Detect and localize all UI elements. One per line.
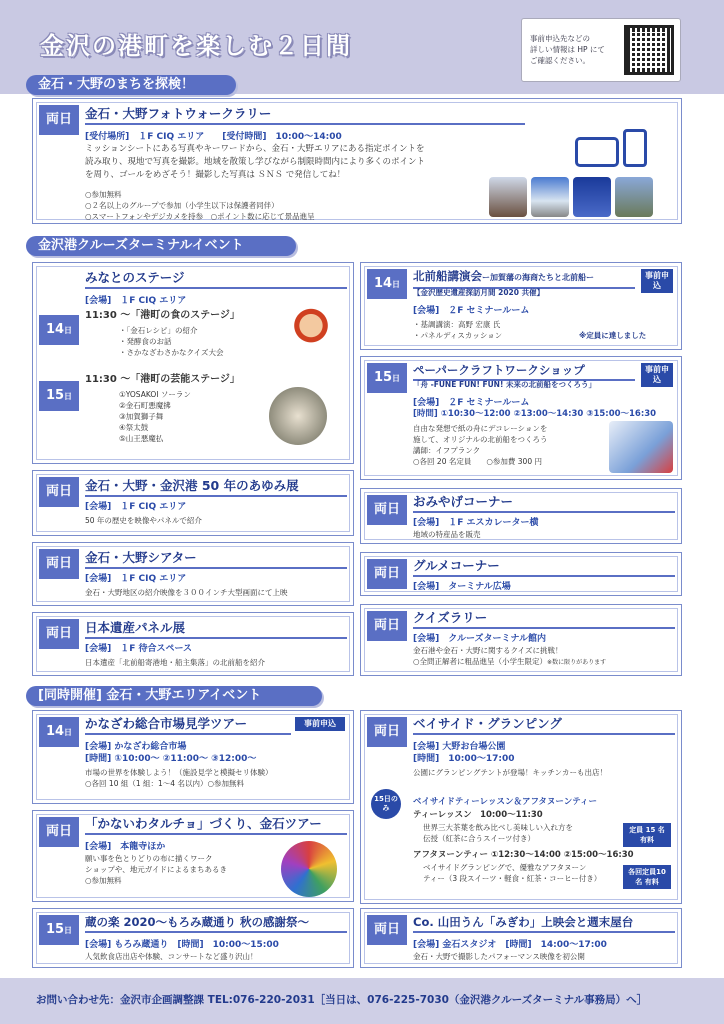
description [85,853,275,886]
desc-line: 施して、オリジナルの北前船をつくろう [413,435,548,444]
venue: [会場] １F 待合スペース [85,644,193,654]
desc-line: ○各回 10 組（1 組：1～4 名以内）○参加無料 [85,779,244,788]
desc-line: 金石港や金石・大野に関するクイズに挑戦！ [413,646,563,655]
glamping-card [360,710,682,904]
card-title: 金石・大野シアター [85,549,347,569]
description [85,767,347,789]
full-notice: ※定員に達しました [579,331,647,340]
souvenir-card [360,488,682,544]
card-title: 北前船講演会ー加賀藩の海商たちと北前船ー [413,267,635,289]
night-sky-photo [573,177,611,217]
description [413,645,675,668]
section-heading-exploration: 金石・大野のまちを探検！ [26,75,236,95]
desc-line: 自由な発想で紙の舟にデコレーションを [413,424,548,433]
venue: [会場] ターミナル広場 [413,582,511,592]
stage-15-list [119,389,269,444]
day-badge: 両日 [39,817,79,847]
venue: [会場] かなざわ総合市場 [85,742,187,752]
day-15-only-tag: 15日のみ [371,789,401,819]
pre-registration-badge: 事前申込 [641,363,673,387]
day-badge: 両日 [367,559,407,589]
lesson-time: ティーレッスン 10:00～11:30 [413,810,543,820]
lighthouse-photo [531,177,569,217]
list-item: ③加賀獅子舞 [119,412,164,421]
list-item: ・基調講演：高野 宏康 氏 [413,320,501,329]
venue: [会場] クルーズターミナル館内 [413,634,547,644]
subtitle: 「舟 -FUNE FUN! FUN! 未来の北前船をつくろう」 [413,380,596,389]
list-item: ④祭太鼓 [119,423,149,432]
description: 50 年の歴史を映像やパネルで紹介 [85,516,202,525]
card-title: ベイサイド・グランピング [413,715,675,735]
performance-photo [269,387,327,445]
desc-line: ティー（3 段スイーツ・軽食・紅茶・コーヒー付き） [423,874,602,883]
desc-line: 願い事を色とりどりの布に描くワーク [85,854,213,863]
time: [時間] ①10:30～12:00 ②13:00～14:30 ③15:00～16:30 [413,409,657,419]
capacity-badge: 各回定員10名 有料 [623,865,671,889]
day-badge: 両日 [367,495,407,525]
theater-card [32,542,354,606]
card-title: 「かないわタルチョ」づくり、金石ツアー [85,815,347,835]
paper-boat-photo [609,421,673,473]
card-title: かなざわ総合市場見学ツアー [85,715,291,735]
gourmet-card [360,552,682,596]
list-item: ・さかなざわさかなクイズ大会 [119,348,224,357]
afternoon-time: アフタヌーンティー ①12:30～14:00 ②15:00～16:30 [413,850,634,860]
desc-line: ○各回 20 名定員 ○参加費 300 円 [413,457,542,466]
day-badge: 両日 [39,105,79,135]
description: 日本遺産「北前船寄港地・船主集落」の北前船を紹介 [85,658,265,667]
desc-line: 市場の世界を体験しよう！（施設見学と模擬セリ体験） [85,768,273,777]
day-badge: 両日 [39,477,79,507]
contact-info: お問い合わせ先：金沢市企画調整課 TEL:076-220-2031［当日は、076-225-7030（金沢港クルーズターミナル事務局）へ］ [36,994,648,1006]
capacity-badge: 定員 15 名 有料 [623,823,671,847]
pre-registration-badge: 事前申込 [295,717,345,731]
stage-15-time: 11:30 ～「港町の芸能ステージ」 [85,374,240,385]
note-line: ○参加無料 [85,190,122,199]
lesson-description [423,822,623,844]
desc-line: 講師：イフプランク [413,446,481,455]
minato-stage-card [32,262,354,464]
info-line: ご確認ください。 [530,56,590,65]
subtitle: 【金沢歴史遺産探訪月間 2020 共催】 [413,288,545,297]
venue: [会場] １F CIQ エリア [85,296,187,306]
day-badge: 両日 [367,611,407,641]
stage-14-list [119,325,289,358]
description: 金石・大野で撮影したパフォーマンス映像を初公開 [413,952,585,961]
card-title: ペーパークラフトワークショップ [413,361,635,381]
venue: [会場] １F エスカレーター横 [413,518,539,528]
card-title: 蔵の楽 2020～もろみ蔵通り 秋の感謝祭～ [85,913,347,933]
card-title: Co. 山田うん「みぎわ」上映会と週末屋台 [413,913,675,933]
list-item: ・発酵食のお話 [119,337,172,346]
day-badge: 14日 [367,269,407,299]
desc-line: ミッションシートにある写真やキーワードから、金石・大野エリアにある指定ポイントを [85,144,425,154]
description: 金石・大野地区の紹介映像を３００インチ大型画面にて上映 [85,588,288,597]
taruchyo-tour-card [32,810,354,902]
day-badge-14: 14日 [39,315,79,345]
card-title: 日本遺産パネル展 [85,619,347,639]
card-title: 金石・大野フォトウォークラリー [85,105,525,125]
day-badge: 両日 [39,619,79,649]
temple-photo [489,177,527,217]
description: 人気飲食店出店や体験、コンサートなど盛り沢山！ [85,952,258,961]
footer [0,978,724,1024]
description: 公園にグランピングテントが登場！キッチンカーも出店！ [413,768,607,777]
quiz-rally-card [360,604,682,676]
list-item: ①YOSAKOI ソーラン [119,390,191,399]
day-badge-15: 15日 [39,381,79,411]
card-title: みなとのステージ [85,269,347,289]
description: 地域の特産品を販売 [413,530,481,539]
venue: [会場] ２F セミナールーム [413,306,530,316]
venue: [会場] 大野お台場公園 [413,742,506,752]
info-line: 事前申込先などの [530,34,590,43]
notes [85,189,525,222]
venue: [会場] 本龍寺ほか [85,842,166,852]
lecture-list [413,319,502,341]
tree-photo [615,177,653,217]
list-item: ②金石町悪魔拂 [119,401,171,410]
time: [時間] ①10:00～ ②11:00～ ③12:00～ [85,754,257,764]
note-line: ○スマートフォンやデジカメを持参 ○ポイント数に応じて景品進呈 [85,212,315,221]
pre-registration-badge: 事前申込 [641,269,673,293]
info-line: 詳しい情報は HP にて [530,45,605,54]
paper-craft-card [360,356,682,480]
page-title: 金沢の港町を楽しむ２日間 [40,32,352,60]
desc-line: 世界三大茶葉を飲み比べし美味しい入れ方を [423,823,573,832]
day-badge: 15日 [367,363,407,393]
venue: [会場] １F CIQ エリア [85,574,187,584]
info-text [530,33,620,66]
venue: [会場] 金石スタジオ [時間] 14:00～17:00 [413,940,607,950]
tarcho-flags-photo [281,841,337,897]
day-badge: 15日 [39,915,79,945]
section-heading-area-events: [同時開催] 金石・大野エリアイベント [26,686,322,706]
venue: [会場] もろみ蔵通り [時間] 10:00～15:00 [85,940,279,950]
smartphone-icon [623,129,647,167]
afternoon-description [423,862,623,884]
yamada-screening-card [360,908,682,968]
desc-line: ○参加無料 [85,876,122,885]
day-badge: 両日 [367,717,407,747]
list-item: ⑤山王悪魔払 [119,434,164,443]
day-badge: 両日 [367,915,407,945]
limit-note: ※数に限りがあります [547,659,607,666]
venue: [受付場所] １F CIQ エリア [受付時間] 10:00～14:00 [85,132,342,142]
time: [時間] 10:00～17:00 [413,754,515,764]
description [413,423,603,467]
info-box [521,18,681,82]
desc-line: ベイサイドグランピングで、優雅なアフタヌーン [423,863,587,872]
day-badge: 両日 [39,549,79,579]
tea-title: ベイサイドティーレッスン＆アフタヌーンティー [413,797,598,807]
desc-line: 読み取り、現地で写真を撮影。地域を散策し学びながら制限時間内により多くのポイント [85,157,426,167]
card-title: おみやげコーナー [413,493,675,513]
list-item: ・「金石レシピ」の紹介 [119,326,198,335]
venue: [会場] １F CIQ エリア [85,502,187,512]
section-heading-terminal: 金沢港クルーズターミナルイベント [26,236,296,256]
desc-line: ○全問正解者に粗品進呈（小学生限定） [413,657,548,666]
heritage-panel-card [32,612,354,676]
mascot-character [283,307,339,369]
venue: [会場] ２F セミナールーム [413,398,530,408]
market-tour-card [32,710,354,804]
qr-code-icon[interactable] [624,25,674,75]
description [85,143,525,182]
kitamae-lecture-card [360,262,682,350]
desc-line: を周り、ゴールをめざそう！撮影した写真は ＳＮＳ で発信してね！ [85,170,346,180]
note-line: ○２名以上のグループで参加（小学生以下は保護者同伴） [85,201,279,210]
list-item: ・パネルディスカッション [413,331,503,340]
kura-festival-card [32,908,354,968]
day-badge: 14日 [39,717,79,747]
stage-14-time: 11:30 ～「港町の食のステージ」 [85,310,240,321]
card-title: グルメコーナー [413,557,675,577]
card-title: クイズラリー [413,609,675,629]
card-title: 金石・大野・金沢港 50 年のあゆみ展 [85,477,347,497]
desc-line: ショップや、地元ガイドによるまちあるき [85,865,227,874]
desc-line: 伝授（紅茶に合うスイーツ付き） [423,834,536,843]
camera-icon [575,137,619,167]
history-exhibition-card [32,470,354,536]
photo-rally-card [32,98,682,224]
